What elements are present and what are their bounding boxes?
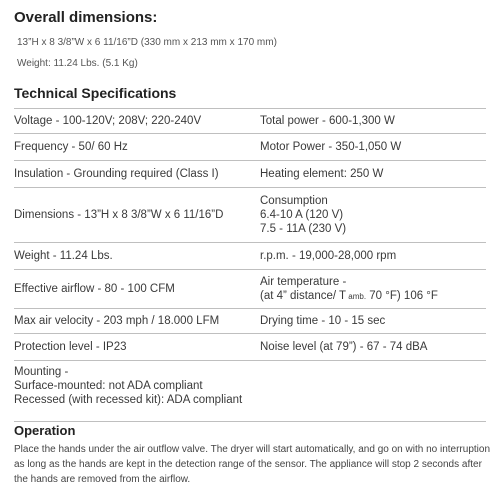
air-temperature-subscript: amb. xyxy=(346,291,367,301)
spec-consumption xyxy=(258,188,486,243)
spec-drying-time: Drying time - 10 - 15 sec xyxy=(258,309,486,334)
spec-noise-level: Noise level (at 79”) - 67 - 74 dBA xyxy=(258,334,486,361)
spec-row xyxy=(14,361,486,422)
spec-protection-level: Protection level - IP23 xyxy=(14,334,258,361)
spec-effective-airflow: Effective airflow - 80 - 100 CFM xyxy=(14,270,258,309)
operation-title: Operation xyxy=(14,423,76,438)
mounting-surface: Surface-mounted: not ADA compliant xyxy=(14,380,203,392)
spec-motor-power: Motor Power - 350-1,050 W xyxy=(258,134,486,161)
spec-dimensions: Dimensions - 13”H x 8 3/8”W x 6 11/16”D xyxy=(14,188,258,243)
consumption-label: Consumption xyxy=(260,195,328,207)
consumption-120v: 6.4-10 A (120 V) xyxy=(260,209,344,221)
air-temperature-condition: (at 4” distance/ T xyxy=(260,289,347,302)
operation-section xyxy=(14,422,490,487)
overall-dimensions-title: Overall dimensions: xyxy=(14,9,158,26)
air-temperature-label: Air temperature - xyxy=(260,275,347,288)
spec-voltage: Voltage - 100-120V; 208V; 220-240V xyxy=(14,109,258,134)
spec-row xyxy=(14,109,486,134)
technical-specifications-title: Technical Specifications xyxy=(14,85,177,101)
consumption-230v: 7.5 - 11A (230 V) xyxy=(260,223,347,235)
spec-row xyxy=(14,188,486,243)
spec-frequency: Frequency - 50/ 60 Hz xyxy=(14,134,258,161)
operation-text: Place the hands under the air outflow valve. The dryer will start automatically, and go on with no interruption as long as the hands are kept in the detection range of the sensor. The appliance will stop 2 seconds after the hands are removed from the airflow. xyxy=(14,444,491,485)
spec-row xyxy=(14,309,486,334)
spec-row xyxy=(14,134,486,161)
spec-heating-element: Heating element: 250 W xyxy=(258,161,486,188)
spec-row xyxy=(14,334,486,361)
spec-row xyxy=(14,161,486,188)
overall-weight-value: Weight: 11.24 Lbs. (5.1 Kg) xyxy=(17,58,138,69)
technical-specifications-table xyxy=(14,108,486,422)
mounting-recessed: Recessed (with recessed kit): ADA compliant xyxy=(14,394,243,406)
spec-total-power: Total power - 600-1,300 W xyxy=(258,109,486,134)
spec-max-air-velocity: Max air velocity - 203 mph / 18.000 LFM xyxy=(14,309,258,334)
spec-air-temperature xyxy=(258,270,486,309)
mounting-label: Mounting - xyxy=(14,366,69,378)
spec-row xyxy=(14,270,486,309)
air-temperature-value xyxy=(260,289,486,304)
spec-mounting xyxy=(14,361,486,422)
spec-insulation: Insulation - Grounding required (Class I) xyxy=(14,161,258,188)
overall-dimensions-value: 13”H x 8 3/8”W x 6 11/16”D (330 mm x 213 mm x 170 mm) xyxy=(17,37,277,48)
overall-dimensions-section xyxy=(14,8,490,71)
spec-row xyxy=(14,243,486,270)
spec-rpm: r.p.m. - 19,000-28,000 rpm xyxy=(258,243,486,270)
spec-weight: Weight - 11.24 Lbs. xyxy=(14,243,258,270)
air-temperature-reading: 70 °F) 106 °F xyxy=(366,289,438,302)
